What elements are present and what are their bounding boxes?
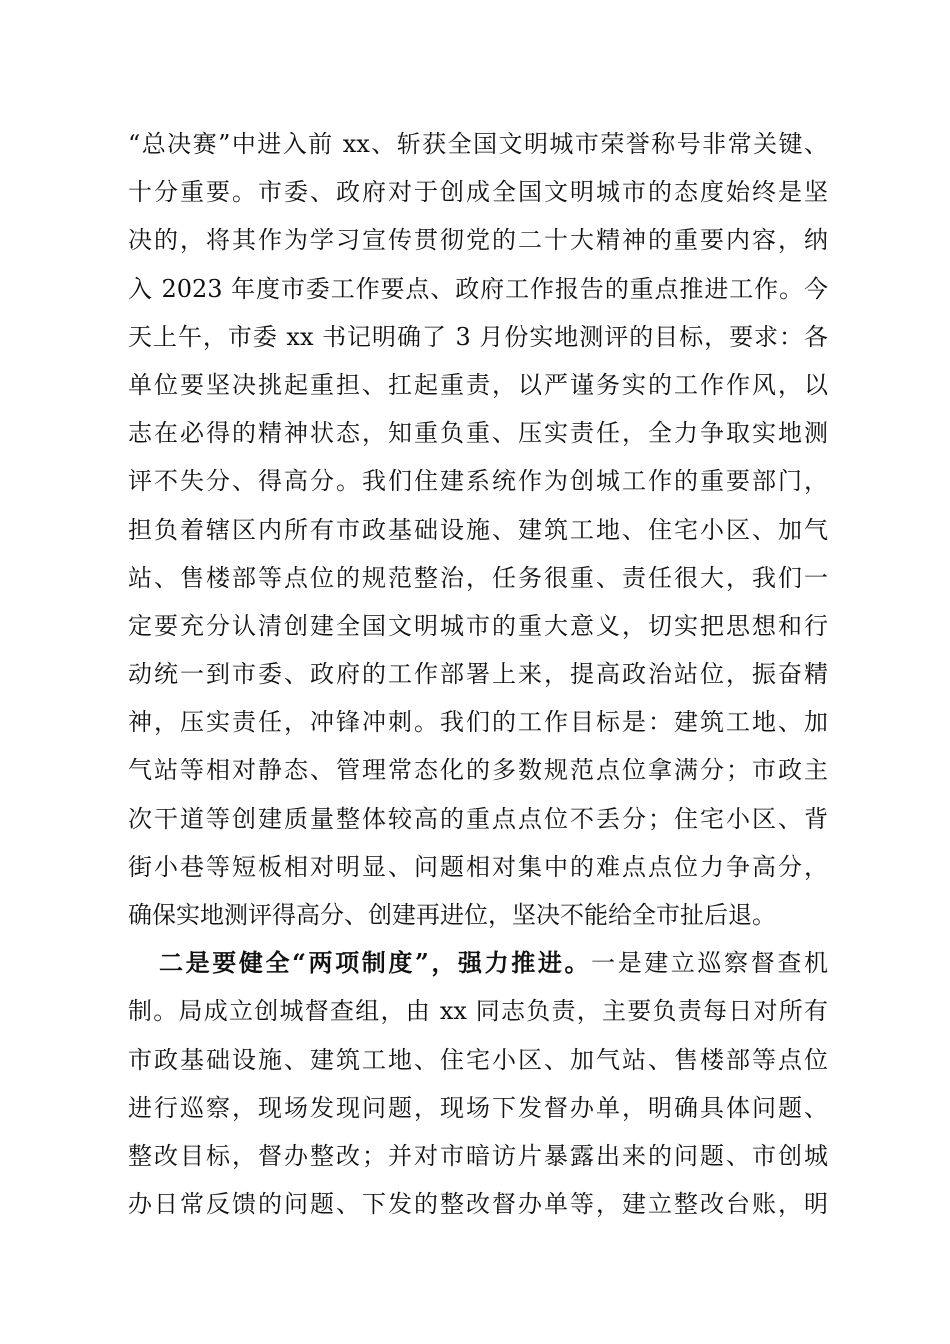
paragraph-2 [128, 939, 828, 1228]
paragraph-2-first-line [128, 939, 828, 987]
text-line: 十分重要。市委、政府对于创成全国文明城市的态度始终是坚 [128, 178, 828, 207]
text-line: 志在必得的精神状态，知重负重、压实责任，全力争取实地测 [128, 419, 828, 448]
text-line: 办日常反馈的问题、下发的整改督办单等，建立整改台账，明 [128, 1190, 828, 1219]
text-line: 评不失分、得高分。我们住建系统作为创城工作的重要部门， [128, 467, 828, 496]
text-line: 确保实地测评得高分、创建再进位，坚决不能给全市扯后退。 [128, 901, 776, 929]
paragraph-1 [128, 120, 828, 939]
text-line: 制。局成立创城督查组，由 xx 同志负责，主要负责每日对所有 [128, 997, 828, 1026]
text-line: 定要充分认清创建全国文明城市的重大意义，切实把思想和行 [128, 611, 828, 640]
text-line: 气站等相对静态、管理常态化的多数规范点位拿满分；市政主 [128, 756, 828, 785]
text-line: 担负着辖区内所有市政基础设施、建筑工地、住宅小区、加气 [128, 515, 828, 544]
paragraph-heading: 二是要健全“两项制度”，强力推进。 [159, 948, 592, 978]
text-line: 单位要坚决挑起重担、扛起重责，以严谨务实的工作作风，以 [128, 370, 828, 399]
text-line: “总决赛”中进入前 xx、斩获全国文明城市荣誉称号非常关键、 [128, 130, 828, 158]
text-line: 次干道等创建质量整体较高的重点点位不丢分；住宅小区、背 [128, 804, 828, 833]
text-line: 入 2023 年度市委工作要点、政府工作报告的重点推进工作。今 [128, 274, 828, 303]
text-line: 站、售楼部等点位的规范整治，任务很重、责任很大，我们一 [128, 563, 828, 592]
text-line: 进行巡察，现场发现问题，现场下发督办单，明确具体问题、 [128, 1093, 828, 1122]
body-text [128, 120, 828, 1228]
text-line: 街小巷等短板相对明显、问题相对集中的难点点位力争高分， [128, 852, 828, 881]
text-line: 市政基础设施、建筑工地、住宅小区、加气站、售楼部等点位 [128, 1045, 828, 1074]
text-line: 神，压实责任，冲锋冲刺。我们的工作目标是：建筑工地、加 [128, 708, 828, 737]
text-line: 天上午，市委 xx 书记明确了 3 月份实地测评的目标，要求：各 [128, 322, 828, 351]
text-line: 动统一到市委、政府的工作部署上来，提高政治站位，振奋精 [128, 660, 828, 689]
text-line: 决的，将其作为学习宣传贯彻党的二十大精神的重要内容，纳 [128, 226, 828, 255]
text-line: 整改目标，督办整改；并对市暗访片暴露出来的问题、市创城 [128, 1141, 828, 1170]
paragraph-2-first-line-text: 一是建立巡察督查机 [591, 949, 829, 978]
